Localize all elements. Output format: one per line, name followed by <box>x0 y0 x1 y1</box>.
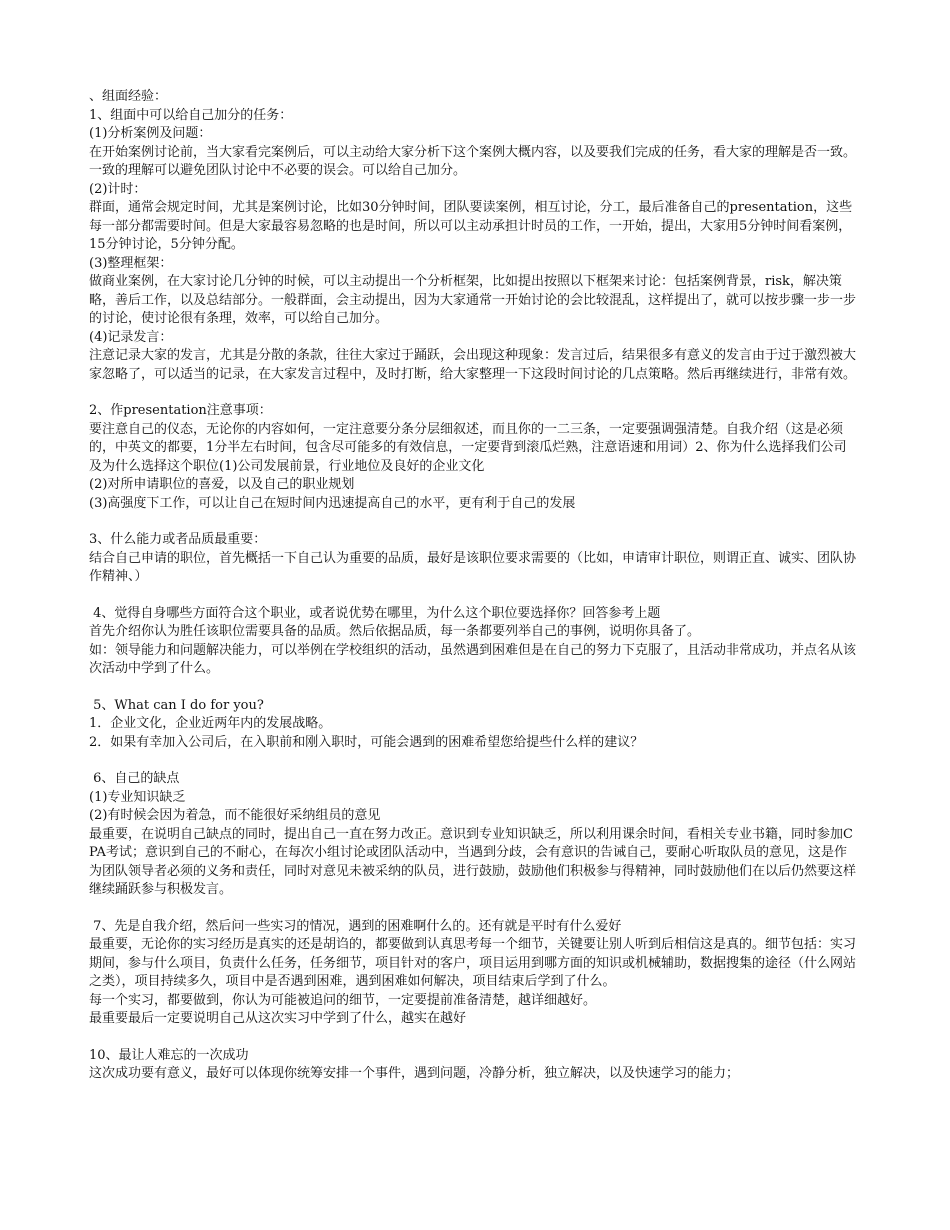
paragraph-line: 要注意自己的仪态，无论你的内容如何，一定注意要分条分层细叙述，而且你的一二三条，一定要强调强清楚。自我介绍（这是必须的，中英文的都要，1分半左右时间，包含尽可能多的有效信息，一定要背到滚瓜烂熟，注意语速和用词）2、你为什么选择我们公司及为什么选择这个职位(1)公司发展前景，行业地位及良好的企业文化 <box>89 421 847 474</box>
paragraph-line: (2)计时： <box>89 181 147 197</box>
paragraph-line: 结合自己申请的职位，首先概括一下自己认为重要的品质，最好是该职位要求需要的（比如，申请审计职位，则谓正直、诚实、团队协作精神、） <box>89 550 857 584</box>
paragraph-line: (2)有时候会因为着急，而不能很好采纳组员的意见 <box>89 808 381 823</box>
section-heading: 7、先是自我介绍，然后问一些实习的情况，遇到的困难啊什么的。还有就是平时有什么爱好 <box>89 918 622 934</box>
document-section <box>89 1047 857 1084</box>
paragraph-line: (4)记录发言： <box>89 329 173 345</box>
document-section <box>89 697 857 753</box>
document-section <box>89 402 857 513</box>
section-heading: 6、自己的缺点 <box>89 771 180 786</box>
section-heading: 4、觉得自身哪些方面符合这个职业，或者说优势在哪里，为什么这个职位要选择你？回答参考上题 <box>89 605 661 621</box>
paragraph-line: 2．如果有幸加入公司后，在入职前和刚入职时，可能会遇到的困难希望您给提些什么样的建议？ <box>89 734 644 750</box>
paragraph-line: 1、组面中可以给自己加分的任务： <box>89 107 293 123</box>
document-section <box>89 918 857 1029</box>
section-heading: 10、最让人难忘的一次成功 <box>89 1047 249 1063</box>
document-section <box>89 531 857 587</box>
paragraph-line: 做商业案例，在大家讨论几分钟的时候，可以主动提出一个分析框架，比如提出按照以下框架来讨论：包括案例背景，risk，解决策略，善后工作，以及总结部分。一般群面，会主动提出，因为大家通常一开始讨论的会比较混乱，这样提出了，就可以按步骤一步一步的讨论，使讨论很有条理，效率，可以给自己加分。 <box>89 274 857 326</box>
section-spacer <box>89 587 857 605</box>
section-spacer <box>89 900 857 918</box>
paragraph-line: 每一个实习，都要做到，你认为可能被追问的细节，一定要提前准备清楚，越详细越好。 <box>89 992 597 1008</box>
paragraph-line: 最重要，在说明自己缺点的同时，提出自己一直在努力改正。意识到专业知识缺乏，所以利用课余时间，看相关专业书籍，同时参加CPA考试；意识到自己的不耐心，在每次小组讨论或团队活动中，当遇到分歧，会有意识的告诫自己，要耐心听取队员的意见，这是作为团队领导者必须的义务和责任，同时对意见未被采纳的队员，进行鼓励，鼓励他们积极参与得精神，同时鼓励他们在以后仍然要这样继续踊跃参与积极发言。 <box>89 826 857 897</box>
section-spacer <box>89 384 857 402</box>
paragraph-line: 1．企业文化，企业近两年内的发展战略。 <box>89 716 332 731</box>
document-section <box>89 770 857 900</box>
paragraph-line: (1)分析案例及问题： <box>89 126 212 141</box>
paragraph-line: (3)高强度下工作，可以让自己在短时间内迅速提高自己的水平，更有利于自己的发展 <box>89 495 576 511</box>
section-heading: 、组面经验： <box>89 89 168 104</box>
document-page <box>89 88 857 1084</box>
paragraph-line: 如：领导能力和问题解决能力，可以举例在学校组织的活动，虽然遇到困难但是在自己的努力下克服了，且活动非常成功，并点名从该次活动中学到了什么。 <box>89 642 857 676</box>
paragraph-line: (3)整理框架： <box>89 255 173 271</box>
document-section <box>89 605 857 679</box>
paragraph-line: 在开始案例讨论前，当大家看完案例后，可以主动给大家分析下这个案例大概内容，以及要我们完成的任务，看大家的理解是否一致。一致的理解可以避免团队讨论中不必要的误会。可以给自己加分。 <box>89 144 857 178</box>
paragraph-line: 注意记录大家的发言，尤其是分散的条款，往往大家过于踊跃，会出现这种现象：发言过后，结果很多有意义的发言由于过于激烈被大家忽略了，可以适当的记录，在大家发言过程中，及时打断，给大家整理一下这段时间讨论的几点策略。然后再继续进行，非常有效。 <box>89 348 857 382</box>
section-spacer <box>89 752 857 770</box>
paragraph-line: 首先介绍你认为胜任该职位需要具备的品质。然后依据品质，每一条都要列举自己的事例，说明你具备了。 <box>89 624 701 639</box>
paragraph-line: 群面，通常会规定时间，尤其是案例讨论，比如30分钟时间，团队要读案例，相互讨论，分工，最后准备自己的presentation，这些每一部分都需要时间。但是大家最容易忽略的也是时间，所以可以主动承担计时员的工作，一开始，提出，大家用5分钟时间看案例，15分钟讨论，5分钟分配。 <box>89 200 853 252</box>
section-spacer <box>89 1029 857 1047</box>
section-heading: 3、什么能力或者品质最重要： <box>89 532 267 547</box>
section-heading: 2、作presentation注意事项： <box>89 403 272 418</box>
paragraph-line: (1)专业知识缺乏 <box>89 789 186 805</box>
paragraph-line: 最重要，无论你的实习经历是真实的还是胡诌的，都要做到认真思考每一个细节，关键要让别人听到后相信这是真的。细节包括：实习期间，参与什么项目，负责什么任务，任务细节，项目针对的客户，项目运用到哪方面的知识或机械辅助，数据搜集的途径（什么网站之类），项目持续多久，项目中是否遇到困难，遇到困难如何解决，项目结束后学到了什么。 <box>89 937 857 989</box>
section-spacer <box>89 513 857 531</box>
section-heading: 5、What can I do for you? <box>89 697 264 713</box>
document-section <box>89 88 857 384</box>
paragraph-line: 这次成功要有意义，最好可以体现你统筹安排一个事件，遇到问题，冷静分析，独立解决，以及快速学习的能力； <box>89 1066 740 1081</box>
section-spacer <box>89 679 857 697</box>
paragraph-line: (2)对所申请职位的喜爱，以及自己的职业规划 <box>89 477 355 492</box>
paragraph-line: 最重要最后一定要说明自己从这次实习中学到了什么，越实在越好 <box>89 1011 467 1026</box>
